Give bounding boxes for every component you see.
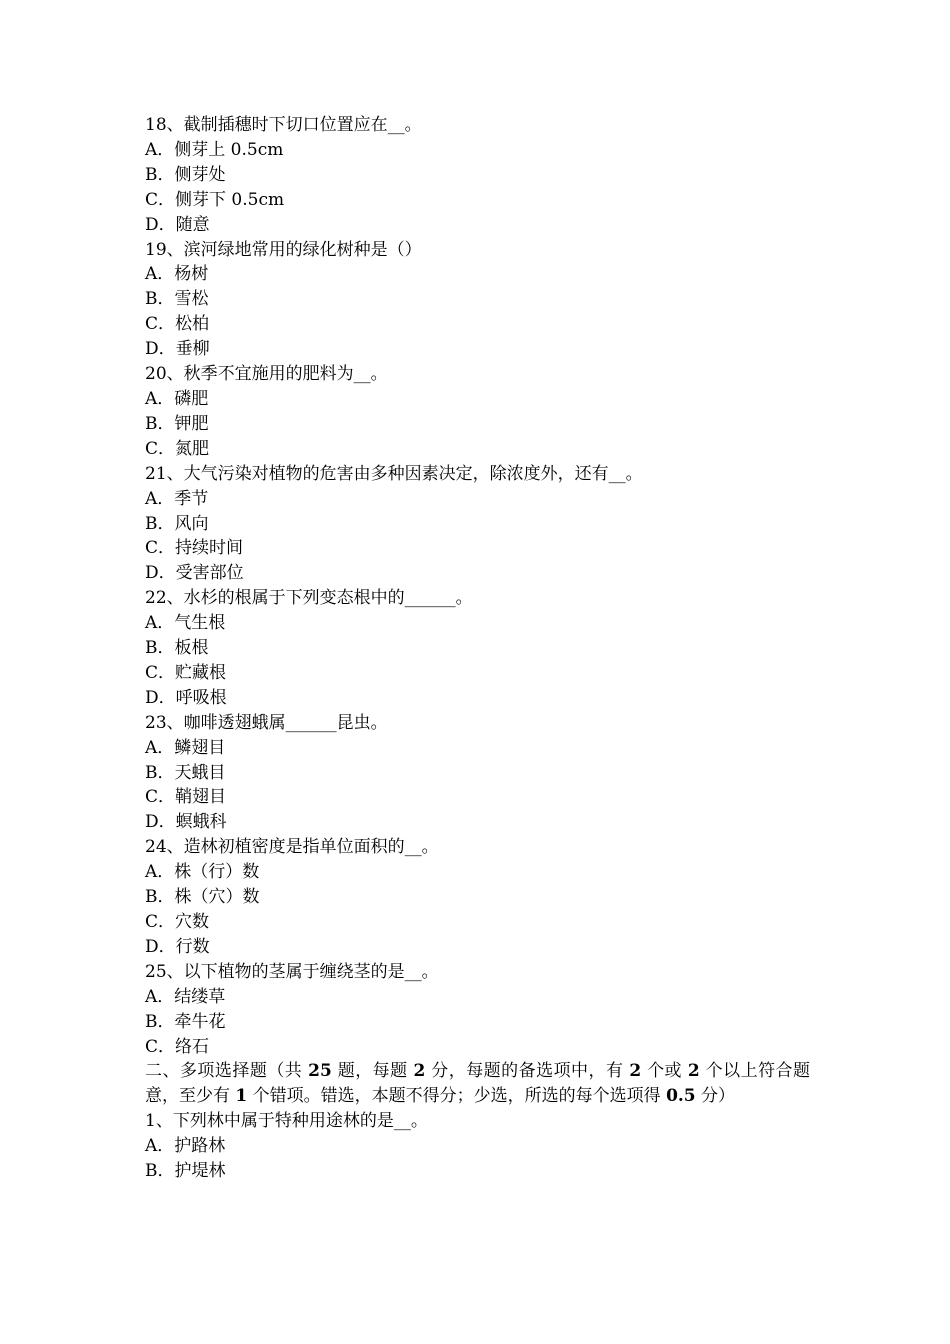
option-19-c: C．松柏 — [145, 314, 210, 335]
section-2-min-correct-2: 2 — [687, 1061, 700, 1082]
option-21-b: B．风向 — [145, 513, 209, 534]
option-25-c: C．络石 — [145, 1036, 210, 1057]
option-20-c: C．氮肥 — [145, 438, 210, 459]
section-2-text-2: 题，每题 — [331, 1061, 414, 1082]
section-2-min-correct: 2 — [629, 1061, 642, 1082]
option-21-c: C．持续时间 — [145, 538, 244, 559]
section-2-text-5: 个以上符合题意，至少有 — [145, 1061, 811, 1107]
question-20: 20、秋季不宜施用的肥料为__。 — [145, 364, 388, 385]
option-24-b: B．株（穴）数 — [145, 887, 260, 908]
option-21-d: D．受害部位 — [145, 563, 244, 584]
section-2-wrong-count: 1 — [235, 1086, 248, 1107]
question-22: 22、水杉的根属于下列变态根中的______。 — [145, 588, 473, 609]
section-2-points: 2 — [413, 1061, 426, 1082]
option-25-a: A．结缕草 — [145, 986, 226, 1007]
option-22-a: A．气生根 — [145, 613, 226, 634]
option-25-b: B．牵牛花 — [145, 1011, 226, 1032]
exam-content — [145, 113, 810, 1184]
question-19: 19、滨河绿地常用的绿化树种是（） — [145, 239, 422, 260]
option-24-c: C．穴数 — [145, 912, 210, 932]
option-18-a: A．侧芽上 0.5cm — [145, 139, 284, 160]
option-23-c: C．鞘翅目 — [145, 787, 227, 808]
section-2-text-7: 分） — [695, 1086, 736, 1107]
option-18-c: C．侧芽下 0.5cm — [145, 189, 285, 210]
option-18-d: D．随意 — [145, 214, 210, 235]
option-23-a: A．鳞翅目 — [145, 737, 226, 758]
question-24: 24、造林初植密度是指单位面积的__。 — [145, 837, 439, 858]
section-2-heading — [145, 1059, 810, 1109]
option-20-b: B．钾肥 — [145, 413, 209, 434]
section-2-partial-points: 0.5 — [666, 1086, 696, 1107]
option-23-b: B．天蛾目 — [145, 762, 226, 783]
question-21: 21、大气污染对植物的危害由多种因素决定，除浓度外，还有__。 — [145, 463, 643, 484]
option-22-d: D．呼吸根 — [145, 687, 227, 708]
option-21-a: A．季节 — [145, 488, 209, 509]
question-25: 25、以下植物的茎属于缠绕茎的是__。 — [145, 961, 439, 982]
option-23-d: D．螟蛾科 — [145, 812, 227, 833]
option-22-c: C．贮藏根 — [145, 662, 227, 683]
option-19-d: D．垂柳 — [145, 339, 210, 360]
question-18: 18、截制插穗时下切口位置应在__。 — [145, 115, 422, 135]
section-2-text-4: 个或 — [641, 1061, 688, 1082]
question-23: 23、咖啡透翅蛾属______昆虫。 — [145, 712, 388, 733]
option-24-a: A．株（行）数 — [145, 862, 260, 883]
multi-question-1: 1、下列林中属于特种用途林的是__。 — [145, 1111, 428, 1132]
option-19-b: B．雪松 — [145, 289, 209, 310]
option-18-b: B．侧芽处 — [145, 164, 226, 185]
option-20-a: A．磷肥 — [145, 388, 209, 409]
multi-option-1-a: A．护路林 — [145, 1136, 226, 1157]
section-2-text-3: 分，每题的备选项中，有 — [425, 1061, 630, 1082]
section-2-text-6: 个错项。错选，本题不得分；少选，所选的每个选项得 — [247, 1086, 667, 1107]
option-19-a: A．杨树 — [145, 264, 209, 285]
option-22-b: B．板根 — [145, 638, 209, 659]
option-24-d: D．行数 — [145, 936, 210, 957]
section-2-text-1: 二、多项选择题（共 — [145, 1061, 309, 1082]
section-2-count: 25 — [308, 1061, 332, 1082]
multi-option-1-b: B．护堤林 — [145, 1161, 226, 1182]
